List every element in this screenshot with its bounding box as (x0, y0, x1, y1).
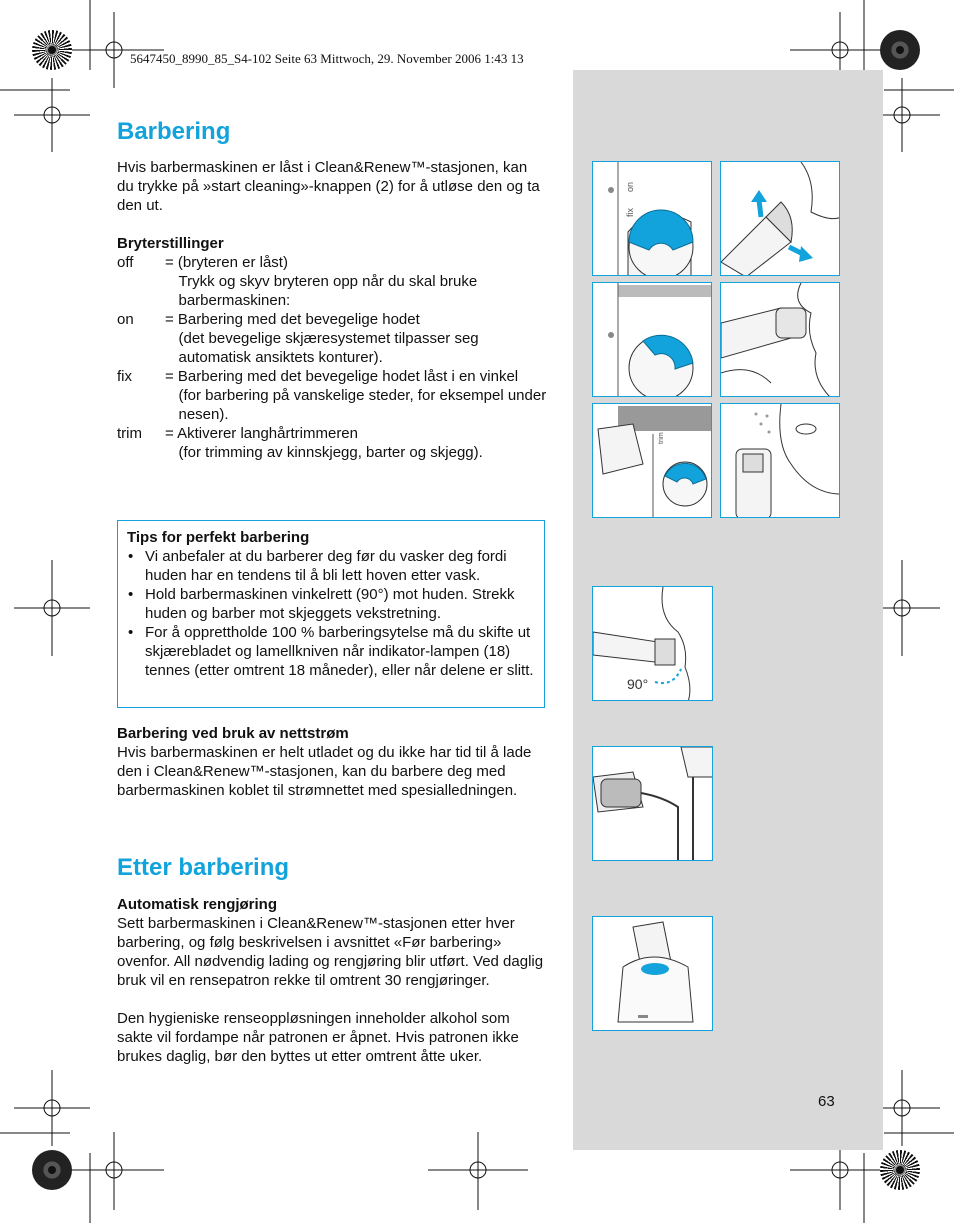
figure-90-degree (592, 586, 713, 701)
switch-desc (165, 253, 547, 310)
page-number: 63 (818, 1093, 835, 1110)
switch-label-trim: trim (658, 432, 665, 444)
clean-paragraph: Sett barbermaskinen i Clean&Renew™-stasjonen etter hver barbering, og følg beskrivelsen i avsnittet «Før barbering» ovenfor. All nødvendig lading og rengjøring blir utført. Ved daglig bruk vil en rensepatron rekke til omtrent 30 rengjøringer. (117, 915, 544, 989)
switch-desc-line: Trykk og skyv bryteren opp når du skal bruke barbermaskinen: (178, 273, 478, 309)
angle-label: 90° (627, 676, 649, 692)
tips-item: • For å opprettholde 100 % barberingsytelse må du skifte ut skjærebladet og lamellkniven når indikator-lampen (18) tennes (etter omtrent 18 måneder), eller når delene er slitt. (127, 623, 534, 680)
figure-switch-trim (592, 403, 712, 518)
switch-desc-line: = Barbering med det bevegelige hodet (165, 311, 420, 328)
tips-box (117, 520, 545, 708)
figure-trimming-sideburns (720, 403, 840, 518)
registration-rosette-icon (880, 1150, 920, 1190)
tips-item: • Hold barbermaskinen vinkelrett (90°) mot huden. Strekk huden og barber mot skjeggets vekstretning. (127, 585, 534, 623)
mains-heading: Barbering ved bruk av nettstrøm (117, 725, 349, 742)
switch-label-fix: fix (625, 208, 635, 217)
switch-item-on (117, 310, 547, 367)
switch-term: trim (117, 425, 142, 442)
figure-clean-renew-station (592, 916, 713, 1031)
figure-shaving-under-nose (720, 282, 840, 397)
switch-label-on: on (625, 181, 635, 192)
clean-heading: Automatisk rengjøring (117, 896, 278, 913)
switch-term: off (117, 254, 134, 271)
shaver-trim-illustration (593, 404, 712, 518)
registration-rosette-icon (32, 1150, 72, 1190)
switch-desc-line: (for barbering på vanskelige steder, for eksempel under nesen). (178, 387, 547, 423)
registration-rosette-icon (880, 30, 920, 70)
mains-cord-illustration (593, 747, 713, 861)
switch-desc-line: = Aktiverer langhårtrimmeren (165, 425, 358, 442)
switch-desc (165, 310, 547, 367)
switch-desc-line: = (bryteren er låst) (165, 254, 288, 271)
clean-station-illustration (593, 917, 713, 1031)
figure-switch-fix-on (592, 161, 712, 276)
figure-release-shaver (720, 161, 840, 276)
section-title-etter-barbering: Etter barbering (117, 854, 290, 881)
switch-term: fix (117, 368, 132, 385)
switch-item-fix (117, 367, 547, 424)
section-title-barbering: Barbering (117, 118, 231, 145)
registration-rosette-icon (32, 30, 72, 70)
switch-heading: Bryterstillinger (117, 235, 224, 252)
switch-desc-line: (det bevegelige skjæresystemet tilpasser seg automatisk ansiktets konturer). (178, 330, 479, 366)
shaving-face-illustration (721, 283, 840, 397)
clean-paragraph-2: Den hygieniske renseoppløsningen inneholder alkohol som sakte vil fordampe når patronen er åpnet. Hvis patronen ikke brukes daglig, bør den byttes ut etter omtrent åtte uker. (117, 1010, 519, 1065)
switch-desc (165, 367, 547, 424)
mains-paragraph: Hvis barbermaskinen er helt utladet og du ikke har tid til å lade den i Clean&Renew™-stasjonen, kan du barbere deg med barbermaskinen koblet til strømnettet med spesialledningen. (117, 744, 532, 799)
switch-desc-line: = Barbering med det bevegelige hodet låst i en vinkel (165, 368, 519, 385)
trimming-illustration (721, 404, 840, 518)
shaver-switch-on-illustration (593, 283, 712, 397)
shaving-angle-illustration (593, 587, 713, 701)
shaver-switch-illustration (593, 162, 712, 276)
tips-list (127, 547, 534, 680)
switch-item-trim (117, 424, 547, 462)
switch-desc-line: (for trimming av kinnskjegg, barter og skjegg). (178, 444, 483, 461)
switch-desc (165, 424, 483, 462)
tips-item: • Vi anbefaler at du barberer deg før du vasker deg fordi huden har en tendens til å bli lett hoven etter vask. (127, 547, 534, 585)
figure-mains-cord (592, 746, 713, 861)
figure-switch-on (592, 282, 712, 397)
print-marker: 5647450_8990_85_S4-102 Seite 63 Mittwoch, 29. November 2006 1:43 13 (130, 51, 524, 66)
switch-item-off (117, 253, 547, 310)
tips-heading: Tips for perfekt barbering (127, 529, 310, 546)
switch-list (117, 253, 547, 462)
shaver-release-illustration (721, 162, 840, 276)
switch-term: on (117, 311, 134, 328)
intro-paragraph: Hvis barbermaskinen er låst i Clean&Renew™-stasjonen, kan du trykke på »start cleaning»-knappen (2) for å utløse den og ta den ut. (117, 159, 540, 214)
